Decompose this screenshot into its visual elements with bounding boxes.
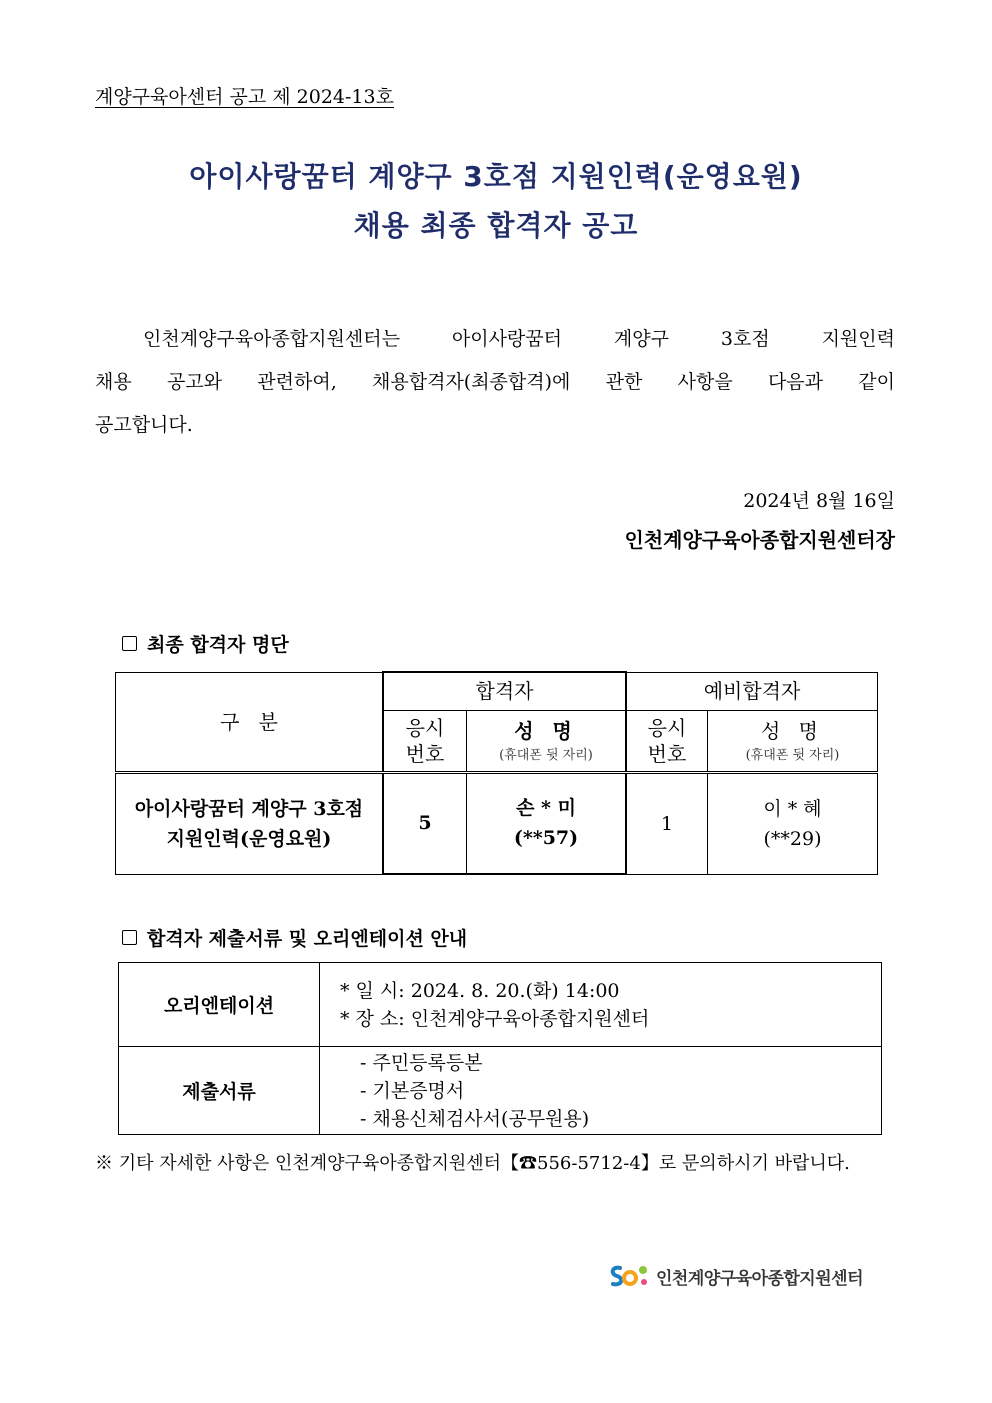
table-row xyxy=(116,772,878,874)
orientation-details: * 일 시: 2024. 8. 20.(화) 14:00 * 장 소: 인천계양구육아종합지원센터 xyxy=(320,963,882,1047)
header-passed-exam-no: 응시 번호 xyxy=(383,710,467,772)
cell-reserve-no: 1 xyxy=(626,772,708,874)
page-title-line1: 아이사랑꿈터 계양구 3호점 지원인력(운영요원) xyxy=(189,160,803,193)
section-heading-final-list xyxy=(122,630,289,657)
checkbox-icon xyxy=(122,930,137,945)
body-line3: 공고합니다. xyxy=(95,414,193,436)
section-heading-documents xyxy=(122,924,467,951)
header-reserve-name: 성 명 (휴대폰 뒷 자리) xyxy=(708,710,878,772)
section-title: 합격자 제출서류 및 오리엔테이션 안내 xyxy=(147,928,468,950)
header-passed-name: 성 명 (휴대폰 뒷 자리) xyxy=(467,710,627,772)
cell-category: 아이사랑꿈터 계양구 3호점 지원인력(운영요원) xyxy=(116,772,384,874)
signature: 인천계양구육아종합지원센터장 xyxy=(624,528,895,552)
orientation-documents-table xyxy=(118,962,882,1135)
documents-list xyxy=(320,1047,882,1135)
section-title: 최종 합격자 명단 xyxy=(147,634,289,656)
final-passers-table xyxy=(115,671,878,875)
center-logo xyxy=(608,1262,863,1290)
document-item: - 기본증명서 xyxy=(360,1079,465,1102)
notice-number: 계양구육아센터 공고 제 2024-13호 xyxy=(95,86,394,108)
contact-note: ※ 기타 자세한 사항은 인천계양구육아종합지원센터【☎556-5712-4】로 문의하시기 바랍니다. xyxy=(95,1153,850,1174)
checkbox-icon xyxy=(122,636,137,651)
center-logo-text: 인천계양구육아종합지원센터 xyxy=(656,1268,863,1289)
announcement-body xyxy=(95,318,895,447)
header-category: 구 분 xyxy=(116,672,384,772)
document-item: - 채용신체검사서(공무원용) xyxy=(360,1107,590,1130)
center-logo-icon xyxy=(608,1262,650,1290)
announcement-date: 2024년 8월 16일 xyxy=(743,490,895,512)
body-line1: 인천계양구육아종합지원센터는 아이사랑꿈터 계양구 3호점 지원인력 xyxy=(143,328,895,350)
document-item: - 주민등록등본 xyxy=(360,1051,483,1074)
cell-reserve-name: 이 * 혜 (**29) xyxy=(708,772,878,874)
header-passed: 합격자 xyxy=(383,672,626,710)
cell-passed-name: 손 * 미 (**57) xyxy=(467,772,627,874)
documents-label: 제출서류 xyxy=(119,1047,320,1135)
body-line2: 채용 공고와 관련하여, 채용합격자(최종합격)에 관한 사항을 다음과 같이 xyxy=(95,371,895,393)
cell-passed-no: 5 xyxy=(383,772,467,874)
header-reserve-exam-no: 응시 번호 xyxy=(626,710,708,772)
page-title-line2: 채용 최종 합격자 공고 xyxy=(353,209,639,242)
orientation-label: 오리엔테이션 xyxy=(119,963,320,1047)
header-reserve: 예비합격자 xyxy=(626,672,878,710)
